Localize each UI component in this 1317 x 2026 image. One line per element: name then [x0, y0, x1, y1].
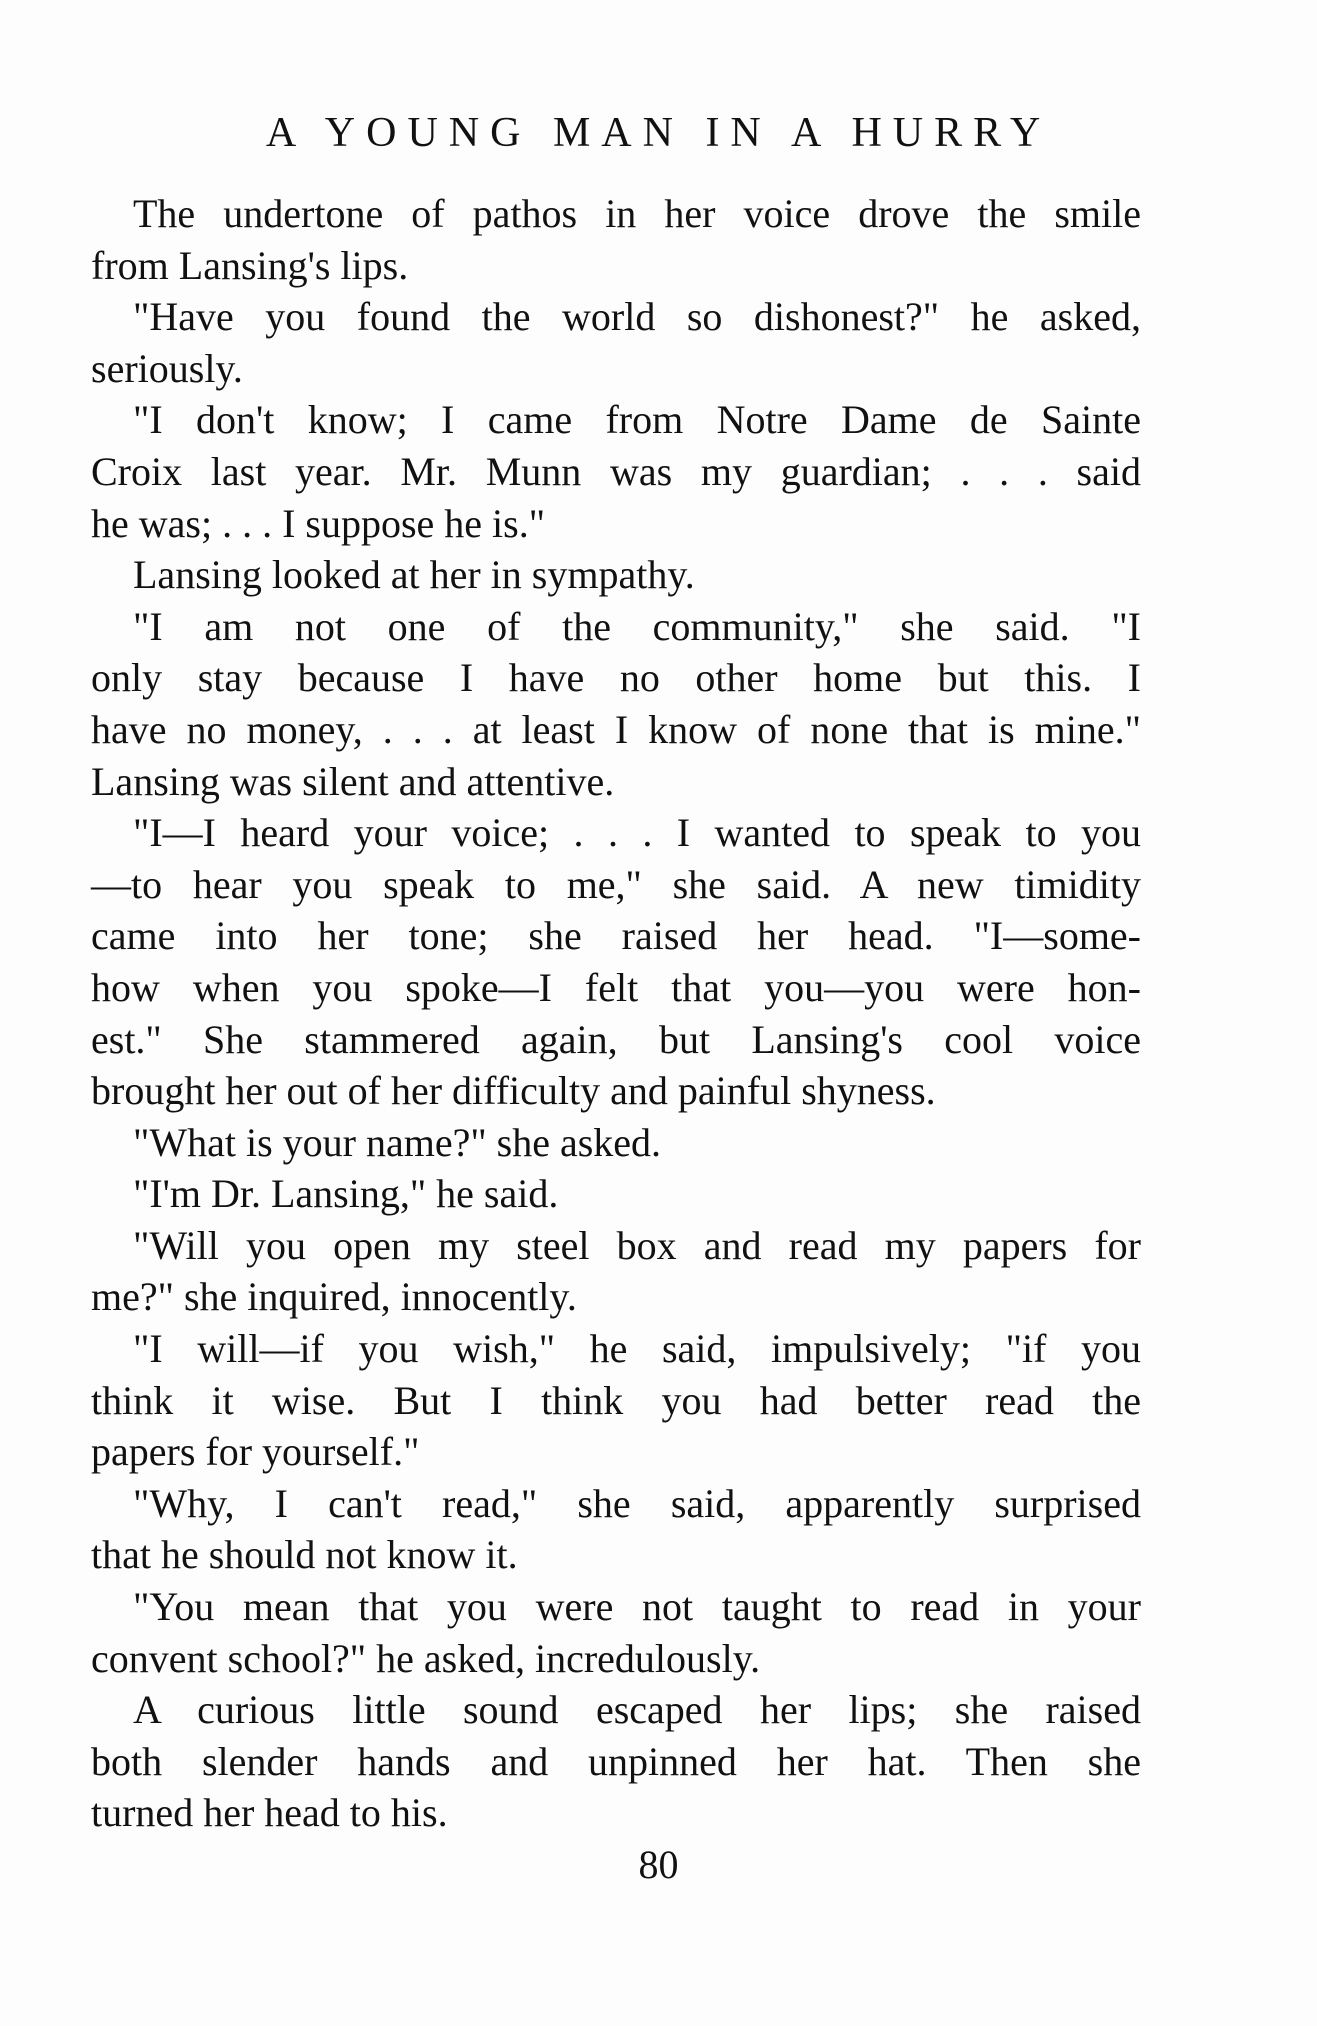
text-line: how when you spoke—I felt that you—you were hon-: [91, 964, 1141, 1010]
text-line: A curious little sound escaped her lips; she raised: [133, 1687, 1141, 1733]
text-line: Croix last year. Mr. Munn was my guardian; . . . said: [91, 448, 1141, 494]
text-line: have no money, . . . at least I know of none that is mine.": [91, 706, 1141, 752]
text-line: "You mean that you were not taught to read in your: [133, 1584, 1141, 1630]
text-line: me?" she inquired, innocently.: [91, 1274, 577, 1320]
text-line: "I—I heard your voice; . . . I wanted to speak to you: [133, 810, 1141, 856]
text-line: "Will you open my steel box and read my papers for: [133, 1222, 1141, 1268]
text-line: that he should not know it.: [91, 1532, 518, 1578]
text-line: both slender hands and unpinned her hat. Then she: [91, 1738, 1141, 1784]
text-line: "I am not one of the community," she said. "I: [133, 603, 1141, 649]
text-line: convent school?" he asked, incredulously.: [91, 1635, 761, 1681]
text-line: "Why, I can't read," she said, apparently surprised: [133, 1480, 1141, 1526]
text-line: Lansing looked at her in sympathy.: [133, 552, 695, 598]
body-text: [91, 188, 1141, 1839]
page-number: 80: [638, 1842, 679, 1887]
text-line: "I will—if you wish," he said, impulsively; "if you: [133, 1326, 1141, 1372]
text-line: —to hear you speak to me," she said. A new timidity: [91, 861, 1141, 907]
text-line: only stay because I have no other home but this. I: [91, 655, 1141, 701]
text-line: came into her tone; she raised her head. "I—some-: [91, 913, 1141, 959]
text-line: papers for yourself.": [91, 1429, 420, 1475]
text-line: The undertone of pathos in her voice drove the smile: [133, 191, 1141, 236]
text-line: "What is your name?" she asked.: [133, 1119, 662, 1165]
text-line: turned her head to his.: [91, 1790, 448, 1836]
text-line: think it wise. But I think you had better read the: [91, 1377, 1141, 1423]
text-line: "I don't know; I came from Notre Dame de Sainte: [133, 397, 1141, 443]
text-line: brought her out of her difficulty and painful shyness.: [91, 1068, 936, 1114]
text-line: from Lansing's lips.: [91, 242, 409, 288]
text-line: seriously.: [91, 345, 243, 391]
text-line: "Have you found the world so dishonest?" he asked,: [133, 294, 1141, 340]
text-line: he was; . . . I suppose he is.": [91, 500, 546, 546]
running-head: A YOUNG MAN IN A HURRY: [265, 110, 1052, 156]
text-line: Lansing was silent and attentive.: [91, 758, 615, 804]
text-line: "I'm Dr. Lansing," he said.: [133, 1171, 559, 1217]
text-line: est." She stammered again, but Lansing's cool voice: [91, 1016, 1141, 1062]
